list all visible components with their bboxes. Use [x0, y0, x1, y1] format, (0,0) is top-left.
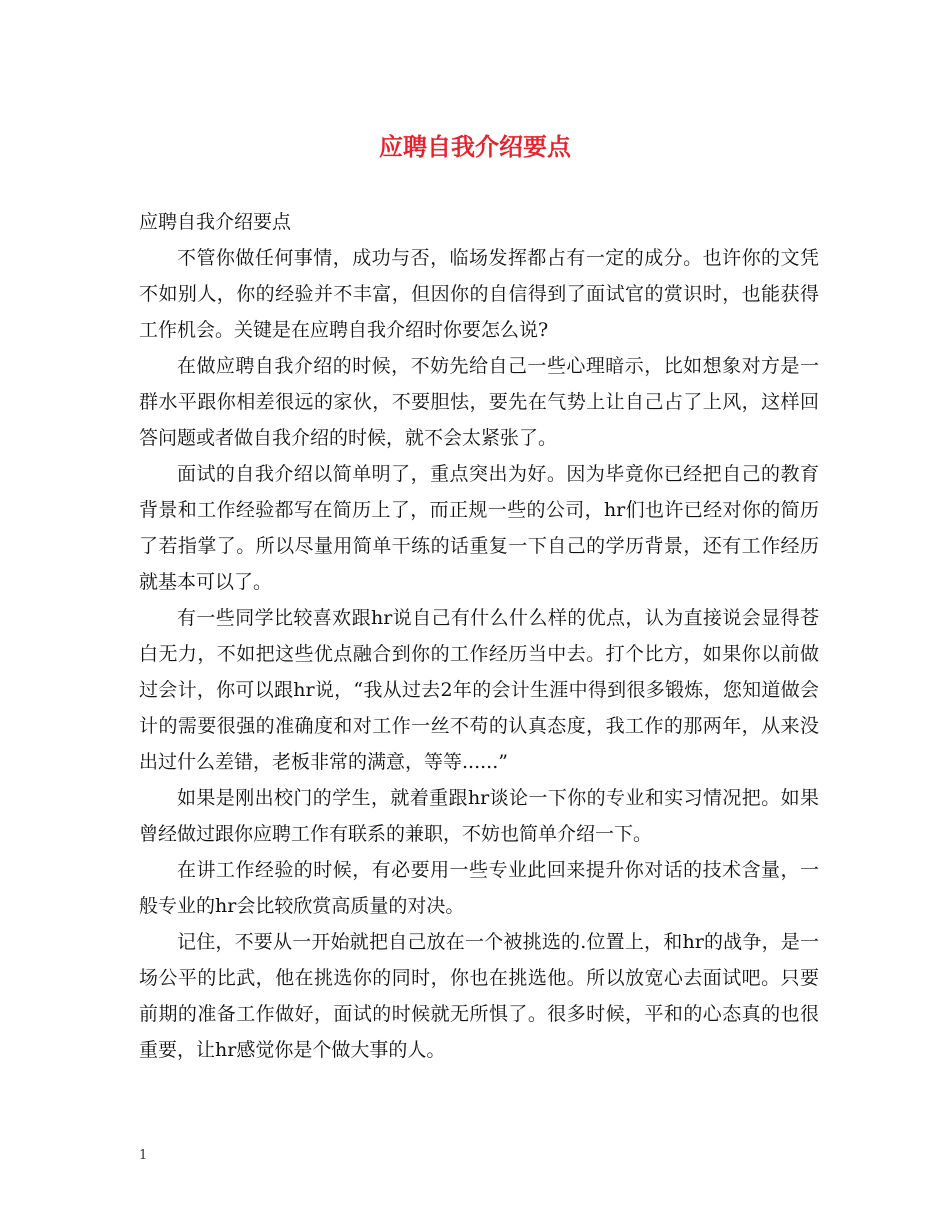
- body-paragraph: 有一些同学比较喜欢跟hr说自己有什么什么样的优点，认为直接说会显得苍白无力，不如把这些优点融合到你的工作经历当中去。打个比方，如果你以前做过会计，你可以跟hr说，“我从过去2年的会计生涯中得到很多锻炼，您知道做会计的需要很强的准确度和对工作一丝不苟的认真态度，我工作的那两年，从来没出过什么差错，老板非常的满意，等等......”: [139, 607, 819, 773]
- document-subtitle: 应聘自我介绍要点: [139, 211, 292, 233]
- body-paragraph: 在做应聘自我介绍的时候，不妨先给自己一些心理暗示，比如想象对方是一群水平跟你相差很远的家伙，不要胆怯，要先在气势上让自己占了上风，这样回答问题或者做自我介绍的时候，就不会太紧张了。: [139, 355, 819, 449]
- page-number: 1: [139, 1148, 148, 1163]
- document-title: 应聘自我介绍要点: [379, 133, 571, 161]
- body-paragraph: 记住，不要从一开始就把自己放在一个被挑选的.位置上，和hr的战争，是一场公平的比武，他在挑选你的同时，你也在挑选他。所以放宽心去面试吧。只要前期的准备工作做好，面试的时候就无所惧了。很多时候，平和的心态真的也很重要，让hr感觉你是个做大事的人。: [139, 931, 819, 1061]
- document-body: [139, 204, 819, 1068]
- body-paragraph: 面试的自我介绍以简单明了，重点突出为好。因为毕竟你已经把自己的教育背景和工作经验都写在简历上了，而正规一些的公司，hr们也许已经对你的简历了若指掌了。所以尽量用简单干练的话重复一下自己的学历背景，还有工作经历就基本可以了。: [139, 463, 819, 593]
- body-paragraph: 在讲工作经验的时候，有必要用一些专业此回来提升你对话的技术含量，一般专业的hr会比较欣赏高质量的对决。: [139, 859, 819, 917]
- body-paragraph: 如果是刚出校门的学生，就着重跟hr谈论一下你的专业和实习情况把。如果曾经做过跟你应聘工作有联系的兼职，不妨也简单介绍一下。: [139, 787, 819, 845]
- body-paragraph: 不管你做任何事情，成功与否，临场发挥都占有一定的成分。也许你的文凭不如别人，你的经验并不丰富，但因你的自信得到了面试官的赏识时，也能获得工作机会。关键是在应聘自我介绍时你要怎么说?: [139, 247, 819, 341]
